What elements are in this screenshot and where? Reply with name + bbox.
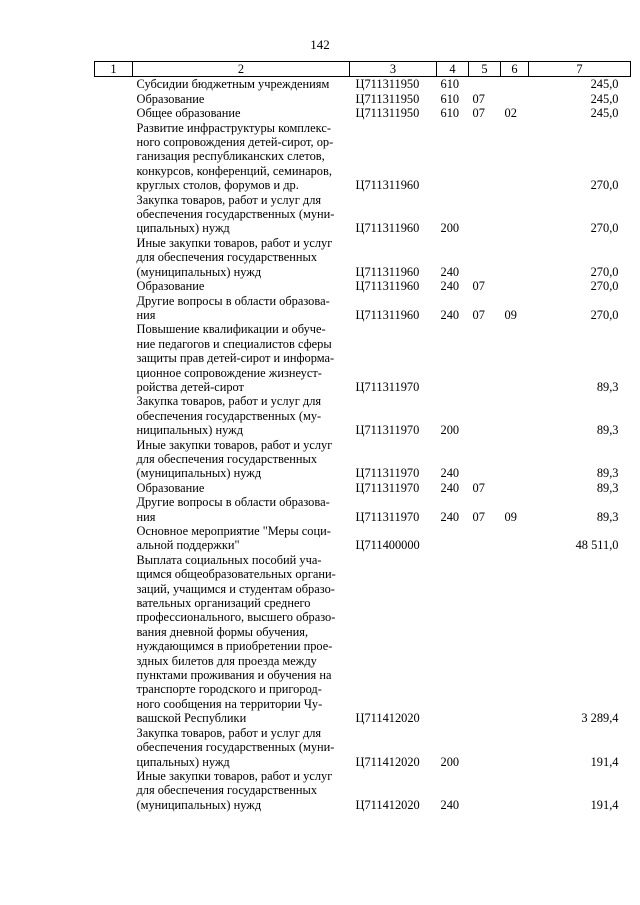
row-col4: 200 [440, 423, 460, 438]
description-line: ния [136, 509, 156, 524]
row-description [133, 438, 350, 481]
row-number-cell [95, 193, 133, 236]
row-number-cell [95, 769, 133, 812]
description-line: Закупка товаров, работ и услуг для [136, 192, 322, 207]
row-col6 [501, 92, 529, 106]
table-row [95, 294, 631, 323]
row-col5 [469, 193, 501, 236]
row-amount: 270,0 [590, 221, 619, 236]
row-description [133, 77, 350, 92]
row-col6 [501, 77, 529, 92]
description-line: ния [136, 307, 156, 322]
row-number-cell [95, 294, 133, 323]
row-col6 [501, 193, 529, 236]
row-code: Ц711311970 [355, 379, 420, 394]
description-line: ние педагогов и специалистов сферы [136, 336, 332, 351]
row-col6 [501, 438, 529, 481]
row-col6 [501, 726, 529, 769]
row-description [133, 495, 350, 524]
description-line: Закупка товаров, работ и услуг для [136, 394, 322, 409]
row-number-cell [95, 92, 133, 106]
row-description [133, 394, 350, 437]
row-col5 [469, 726, 501, 769]
row-col5 [469, 524, 501, 553]
row-col5: 07 [472, 91, 485, 106]
row-description [133, 726, 350, 769]
row-col5: 07 [472, 509, 485, 524]
row-amount: 245,0 [590, 91, 619, 106]
row-col5 [469, 553, 501, 726]
description-line: вания дневной формы обучения, [136, 624, 309, 639]
row-code: Ц711412020 [355, 711, 420, 726]
row-amount: 270,0 [590, 307, 619, 322]
description-line: Повышение квалификации и обуче- [136, 322, 326, 337]
description-line: Общее образование [136, 106, 241, 121]
row-amount: 245,0 [590, 77, 619, 92]
table-row [95, 77, 631, 92]
description-line: (муниципальных) нужд [136, 264, 262, 279]
row-description [133, 769, 350, 812]
row-col6 [501, 524, 529, 553]
row-number-cell [95, 524, 133, 553]
table-header [95, 62, 631, 77]
column-header-7: 7 [529, 62, 631, 77]
description-line: конкурсов, конференций, семинаров, [136, 163, 332, 178]
description-line: для обеспечения государственных [136, 451, 318, 466]
description-line: ного сообщения на территории Чу- [136, 696, 323, 711]
row-amount: 89,3 [596, 466, 619, 481]
row-col6 [501, 481, 529, 495]
row-code: Ц711311970 [355, 423, 420, 438]
page-number: 142 [310, 37, 330, 52]
table-row [95, 438, 631, 481]
row-code: Ц711311970 [355, 480, 420, 495]
row-col5 [469, 322, 501, 394]
row-description [133, 279, 350, 293]
description-line: обеспечения государственных (муни- [136, 207, 335, 222]
row-col6 [501, 236, 529, 279]
row-col4: 240 [440, 307, 460, 322]
column-header-3: 3 [350, 62, 437, 77]
description-line: Другие вопросы в области образова- [136, 495, 330, 510]
description-line: Закупка товаров, работ и услуг для [136, 725, 322, 740]
row-col6 [501, 121, 529, 193]
description-line: круглых столов, форумов и др. [136, 178, 299, 193]
budget-table [94, 61, 631, 812]
row-code: Ц711412020 [355, 797, 420, 812]
description-line: ганизация республиканских слетов, [136, 149, 325, 164]
row-number-cell [95, 726, 133, 769]
description-line: Выплата социальных пособий уча- [136, 552, 322, 567]
column-header-2: 2 [133, 62, 350, 77]
row-description [133, 92, 350, 106]
row-col5 [469, 394, 501, 437]
row-amount: 191,4 [590, 754, 619, 769]
table-row [95, 92, 631, 106]
description-line: (муниципальных) нужд [136, 466, 262, 481]
row-description [133, 481, 350, 495]
row-code: Ц711311970 [355, 509, 420, 524]
description-line: ционное сопровождение жизнеуст- [136, 365, 322, 380]
row-col4: 610 [440, 106, 460, 121]
row-number-cell [95, 322, 133, 394]
row-col6: 09 [504, 509, 517, 524]
row-description [133, 322, 350, 394]
row-number-cell [95, 106, 133, 120]
description-line: щимся общеобразовательных органи- [136, 567, 336, 582]
row-amount: 89,3 [596, 379, 619, 394]
table-row [95, 236, 631, 279]
row-number-cell [95, 553, 133, 726]
row-col4: 240 [440, 480, 460, 495]
row-number-cell [95, 121, 133, 193]
description-line: обеспечения государственных (му- [136, 408, 322, 423]
description-line: Образование [136, 480, 205, 495]
table-row [95, 193, 631, 236]
row-description [133, 121, 350, 193]
row-amount: 48 511,0 [575, 538, 619, 553]
table-row [95, 495, 631, 524]
column-header-1: 1 [95, 62, 133, 77]
description-line: альной поддержки" [136, 538, 240, 553]
row-col6 [501, 769, 529, 812]
description-line: Иные закупки товаров, работ и услуг [136, 235, 333, 250]
row-amount: 89,3 [596, 480, 619, 495]
row-amount: 191,4 [590, 797, 619, 812]
row-amount: 89,3 [596, 423, 619, 438]
table-row [95, 394, 631, 437]
description-line: обеспечения государственных (муни- [136, 740, 335, 755]
description-line: ципальных) нужд [136, 754, 230, 769]
description-line: (муниципальных) нужд [136, 797, 262, 812]
row-col5 [469, 236, 501, 279]
row-code: Ц711311960 [355, 279, 420, 294]
table-row [95, 279, 631, 293]
column-header-5: 5 [469, 62, 501, 77]
description-line: ципальных) нужд [136, 221, 230, 236]
row-col5 [469, 438, 501, 481]
row-number-cell [95, 279, 133, 293]
row-description [133, 193, 350, 236]
row-code: Ц711311960 [355, 221, 420, 236]
row-code: Ц711311950 [355, 77, 420, 92]
header-row [95, 62, 631, 77]
description-line: для обеспечения государственных [136, 783, 318, 798]
row-amount: 3 289,4 [581, 711, 619, 726]
description-line: ного сопровождения детей-сирот, ор- [136, 135, 334, 150]
column-header-4: 4 [437, 62, 469, 77]
description-line: вательных организаций среднего [136, 596, 311, 611]
row-col4 [437, 524, 469, 553]
table-row [95, 106, 631, 120]
description-line: защиты прав детей-сирот и информа- [136, 351, 335, 366]
row-code: Ц711311960 [355, 264, 420, 279]
description-line: Образование [136, 91, 205, 106]
row-col5 [469, 77, 501, 92]
row-number-cell [95, 481, 133, 495]
row-number-cell [95, 77, 133, 92]
row-number-cell [95, 394, 133, 437]
table-body [95, 77, 631, 812]
row-col4: 240 [440, 466, 460, 481]
row-number-cell [95, 236, 133, 279]
row-col4: 200 [440, 221, 460, 236]
row-col5: 07 [472, 279, 485, 294]
row-col5: 07 [472, 106, 485, 121]
description-line: Иные закупки товаров, работ и услуг [136, 437, 333, 452]
description-line: нуждающимся в приобретении прое- [136, 639, 333, 654]
row-col4: 200 [440, 754, 460, 769]
row-code: Ц711311960 [355, 307, 420, 322]
row-description [133, 553, 350, 726]
description-line: Образование [136, 279, 205, 294]
description-line: для обеспечения государственных [136, 250, 318, 265]
row-amount: 245,0 [590, 106, 619, 121]
row-col6: 02 [504, 106, 517, 121]
table-row [95, 481, 631, 495]
row-col6: 09 [504, 307, 517, 322]
row-description [133, 106, 350, 120]
row-col6 [501, 553, 529, 726]
description-line: Другие вопросы в области образова- [136, 293, 330, 308]
row-description [133, 294, 350, 323]
row-amount: 270,0 [590, 264, 619, 279]
row-col4: 240 [440, 797, 460, 812]
description-line: Развитие инфраструктуры комплекс- [136, 120, 331, 135]
table-row [95, 769, 631, 812]
row-col4 [437, 322, 469, 394]
description-line: Субсидии бюджетным учреждениям [136, 77, 330, 92]
row-col5 [469, 769, 501, 812]
row-col4 [437, 121, 469, 193]
row-col4 [437, 553, 469, 726]
row-code: Ц711412020 [355, 754, 420, 769]
row-col6 [501, 394, 529, 437]
description-line: Основное мероприятие "Меры соци- [136, 524, 331, 538]
row-col4: 240 [440, 509, 460, 524]
row-code: Ц711311970 [355, 466, 420, 481]
row-code: Ц711311950 [355, 106, 420, 121]
row-col4: 240 [440, 279, 460, 294]
row-description [133, 236, 350, 279]
row-col5: 07 [472, 307, 485, 322]
table-row [95, 524, 631, 553]
description-line: вашской Республики [136, 711, 247, 726]
row-col6 [501, 279, 529, 293]
description-line: Иные закупки товаров, работ и услуг [136, 768, 333, 783]
description-line: заций, учащимся и студентам образо- [136, 581, 335, 596]
description-line: пунктами проживания и обучения на [136, 668, 332, 683]
row-col4: 610 [440, 77, 460, 92]
description-line: здных билетов для проезда между [136, 653, 317, 668]
description-line: ниципальных) нужд [136, 423, 244, 438]
row-col6 [501, 322, 529, 394]
row-code: Ц711311960 [355, 178, 420, 193]
description-line: ройства детей-сирот [136, 379, 244, 394]
table-row [95, 726, 631, 769]
description-line: профессионального, высшего образо- [136, 610, 336, 625]
table-row [95, 553, 631, 726]
row-col5: 07 [472, 480, 485, 495]
row-amount: 89,3 [596, 509, 619, 524]
row-code: Ц711400000 [355, 538, 420, 553]
row-number-cell [95, 495, 133, 524]
row-description [133, 524, 350, 553]
table-row [95, 121, 631, 193]
row-col5 [469, 121, 501, 193]
row-number-cell [95, 438, 133, 481]
row-amount: 270,0 [590, 279, 619, 294]
row-amount: 270,0 [590, 178, 619, 193]
table-row [95, 322, 631, 394]
row-col4: 610 [440, 91, 460, 106]
row-code: Ц711311950 [355, 91, 420, 106]
column-header-6: 6 [501, 62, 529, 77]
row-col4: 240 [440, 264, 460, 279]
description-line: транспорте городского и пригород- [136, 682, 322, 697]
